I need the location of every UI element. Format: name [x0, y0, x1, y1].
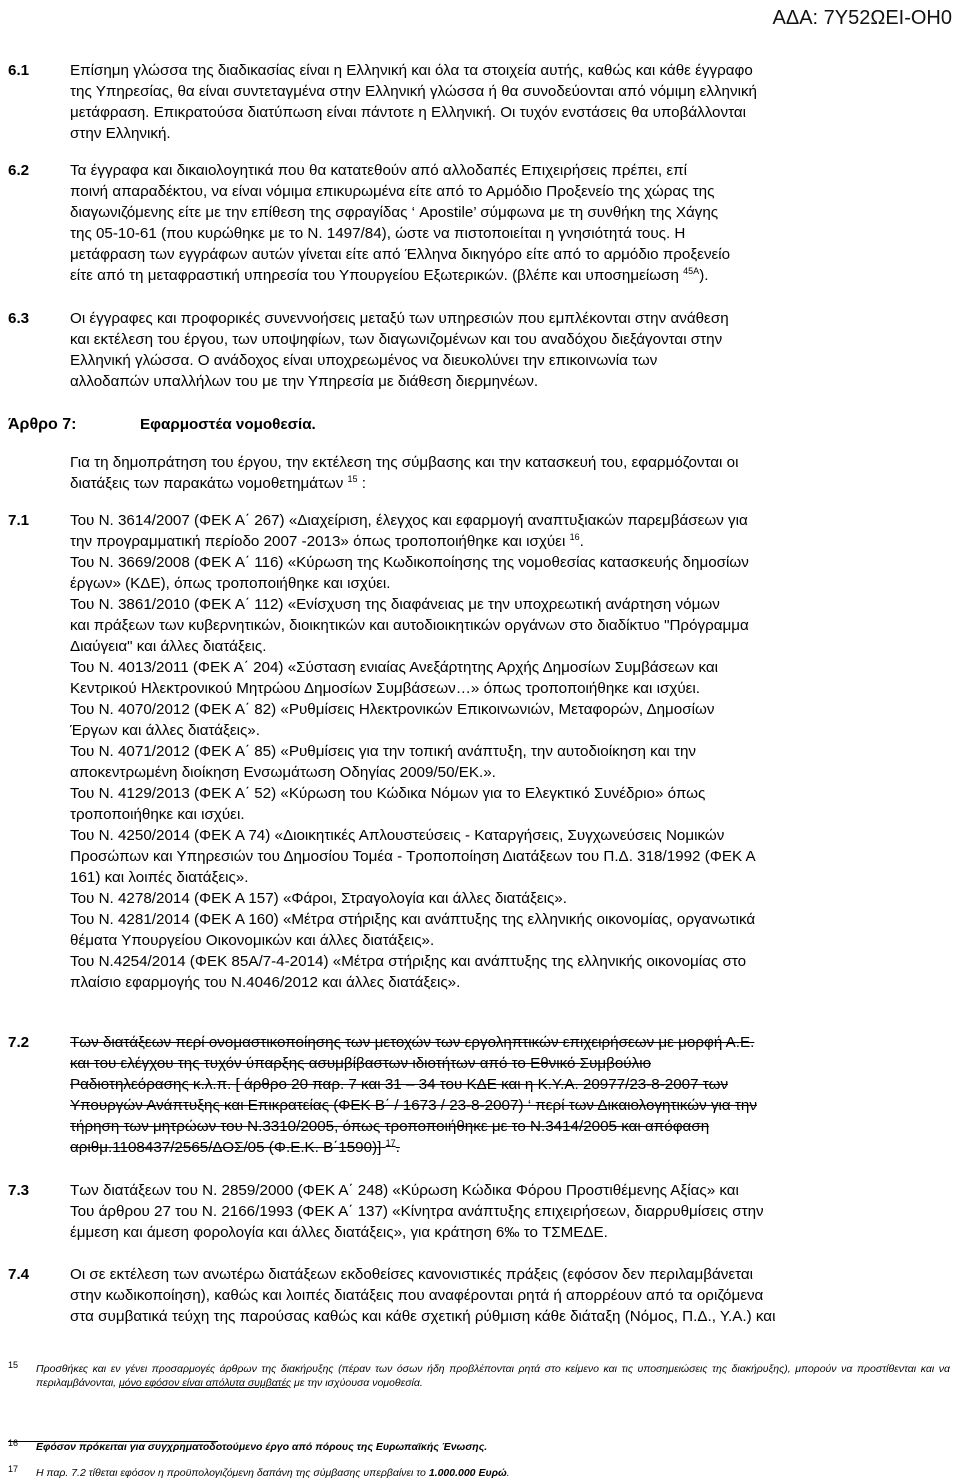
footnote-line-end: . — [506, 1467, 510, 1479]
line: Των διατάξεων περί ονομαστικοποίησης των μετοχών των εργοληπτικών επιχειρήσεων με μορφή Α.Ε. — [70, 1034, 755, 1051]
line: Του Ν. 4250/2014 (ΦΕΚ Α 74) «Διοικητικές Απλουστεύσεις - Καταργήσεις, Συγχωνεύσεις Νομικών — [70, 827, 725, 844]
line: Του Ν. 4281/2014 (ΦΕΚ Α 160) «Μέτρα στήριξης και ανάπτυξης της ελληνικής οικονομίας, οργανωτικά — [70, 911, 756, 928]
section-number-6-2: 6.2 — [8, 162, 30, 179]
line: Του Ν. 4013/2011 (ΦΕΚ Α΄ 204) «Σύσταση ενιαίας Ανεξάρτητης Αρχής Δημοσίων Συμβάσεων και — [70, 659, 719, 676]
section-number-6-3: 6.3 — [8, 310, 30, 327]
line-end: : — [357, 475, 366, 492]
footnote-line: Η παρ. 7.2 τίθεται εφόσον η προϋπολογιζόμενη δαπάνη της σύμβασης υπερβαίνει το — [36, 1467, 429, 1479]
line: Τα έγγραφα και δικαιολογητικά που θα κατατεθούν από αλλοδαπές Επιχειρήσεις πρέπει, επί — [70, 162, 687, 179]
paragraph-7-1 — [70, 510, 950, 993]
paragraph-7-3 — [70, 1180, 950, 1243]
line: Του Ν. 3861/2010 (ΦΕΚ Α΄ 112) «Ενίσχυση της διαφάνειας με την υποχρεωτική ανάρτηση νόμων — [70, 596, 720, 613]
footnote-text — [36, 1466, 950, 1480]
footnote-text — [36, 1362, 950, 1390]
line: Επίσημη γλώσσα της διαδικασίας είναι η Ελληνική και όλα τα στοιχεία αυτής, καθώς και κάθε έγγραφο — [70, 62, 753, 79]
section-number-7-2: 7.2 — [8, 1034, 30, 1051]
line — [70, 473, 950, 494]
line: στα συμβατικά τεύχη της παρούσας καθώς και κάθε σχετική ρύθμιση κάθε διάταξη (Νόμος, Π.Δ., Υ.Α.) και — [70, 1308, 776, 1325]
line: ποινή απαραδέκτου, να είναι νόμιμα επικυρωμένα είτε από το Αρμόδιο Προξενείο της χώρας της — [70, 183, 715, 200]
article-title: Εφαρμοστέα νομοθεσία. — [140, 416, 316, 433]
line: Υπουργών Ανάπτυξης και Επικρατείας (ΦΕΚ Β΄ / 1673 / 23-8-2007) ‘ περί των Δικαιολογητικών για την — [70, 1097, 757, 1114]
line: πλαίσιο εφαρμογής του Ν.4046/2012 και άλλες διατάξεις». — [70, 974, 461, 991]
line — [70, 531, 950, 552]
line-text: αριθμ.1108437/2565/ΔΟΣ/05 (Φ.Ε.Κ. Β΄1590)] — [70, 1139, 382, 1156]
line: Οι έγγραφες και προφορικές συνεννοήσεις μεταξύ των υπηρεσιών που εμπλέκονται στην ανάθεση — [70, 310, 729, 327]
line: 161) και λοιπές διατάξεις». — [70, 869, 249, 886]
line: και του ελέγχου της τυχόν ύπαρξης ασυμβίβαστων ιδιοτήτων από το Εθνικό Συμβούλιο — [70, 1055, 652, 1072]
line: Του Ν. 3669/2008 (ΦΕΚ Α΄ 116) «Κύρωση της Κωδικοποίησης της νομοθεσίας κατασκευής δημοσίων — [70, 554, 749, 571]
line: Ραδιοτηλεόρασης κ.λ.π. [ άρθρο 20 παρ. 7 και 31 – 34 του ΚΔΕ και η Κ.Υ.Α. 20977/23-8-2007 των — [70, 1076, 729, 1093]
section-number-7-3: 7.3 — [8, 1182, 30, 1199]
section-number-7-1: 7.1 — [8, 512, 30, 529]
line-end: ). — [699, 267, 709, 284]
footnote-ref: 15 — [347, 474, 358, 484]
line: Διαύγεια" και άλλες διατάξεις. — [70, 638, 267, 655]
line: Κεντρικού Ηλεκτρονικού Μητρώου Δημοσίων Συμβάσεων…» όπως τροποποιήθηκε και ισχύει. — [70, 680, 701, 697]
line-text: την προγραμματική περίοδο 2007 -2013» όπως τροποποιήθηκε και ισχύει — [70, 533, 566, 550]
line: τροποποιήθηκε και ισχύει. — [70, 806, 245, 823]
line: Του Ν. 3614/2007 (ΦΕΚ Α΄ 267) «Διαχείριση, έλεγχος και εφαρμογή αναπτυξιακών παρεμβάσεων για — [70, 512, 748, 529]
line: μετάφραση. Επικρατούσα διατύπωση είναι πάντοτε η Ελληνική. Οι τυχόν ενστάσεις θα υποβάλλονται — [70, 104, 747, 121]
line: έργων» (ΚΔΕ), όπως τροποποιήθηκε και ισχύει. — [70, 575, 391, 592]
line: μετάφραση των εγγράφων αυτών γίνεται είτε από Έλληνα δικηγόρο είτε από το αρμόδιο προξενείο — [70, 246, 731, 263]
article-intro — [70, 452, 950, 494]
line: Έργων και άλλες διατάξεις». — [70, 722, 260, 739]
line — [70, 1137, 950, 1158]
footnote-bold: 1.000.000 Ευρώ — [428, 1467, 507, 1479]
paragraph-6-2 — [70, 160, 950, 286]
footnote-line-end: με την ισχύουσα νομοθεσία. — [291, 1377, 423, 1389]
line-text: είτε από τη μεταφραστική υπηρεσία του Υπουργείου Εξωτερικών. (βλέπε και υποσημείωση — [70, 267, 679, 284]
footnote-line: διακήρυξης), μπορούν να προστίθενται και να περιλαμβάνονται, — [36, 1363, 951, 1389]
line: αλλοδαπών υπαλλήλων του με την Υπηρεσία με διάθεση διερμηνέων. — [70, 373, 539, 390]
line: Των διατάξεων του Ν. 2859/2000 (ΦΕΚ Α΄ 248) «Κύρωση Κώδικα Φόρου Προστιθέμενης Αξίας» και — [70, 1182, 739, 1199]
line: Οι σε εκτέλεση των ανωτέρω διατάξεων εκδοθείσες κανονιστικές πράξεις (εφόσον δεν περιλαμβάνεται — [70, 1266, 754, 1283]
line: Του άρθρου 27 του Ν. 2166/1993 (ΦΕΚ Α΄ 137) «Κίνητρα ανάπτυξης επιχειρήσεων, διαρρυθμίσεις στην — [70, 1203, 764, 1220]
footnote-number: 15 — [8, 1360, 19, 1370]
line: της 05-10-61 (που κυρώθηκε με το Ν. 1497/84), ώστε να πιστοποιείται η γνησιότητά τους. Η — [70, 225, 686, 242]
line: Του Ν. 4071/2012 (ΦΕΚ Α΄ 85) «Ρυθμίσεις για την τοπική ανάπτυξη, την αυτοδιοίκηση και την — [70, 743, 697, 760]
line-end: . — [395, 1139, 400, 1156]
paragraph-7-2 — [70, 1032, 950, 1158]
line: στην κωδικοποίηση), καθώς και λοιπές διατάξεις που αναφέρονται ρητά ή απορρέουν από τα οριζόμενα — [70, 1287, 764, 1304]
line: Προσώπων και Υπηρεσιών του Δημοσίου Τομέα - Τροποποίηση Διατάξεων του Π.Δ. 318/1992 (ΦΕΚ Α — [70, 848, 756, 865]
footnote-text: Εφόσον πρόκειται για συγχρηματοδοτούμενο έργο από πόρους της Ευρωπαϊκής Ένωσης. — [36, 1441, 488, 1453]
footnote-ref: 45Α — [683, 266, 700, 276]
line: έμμεση και άμεση φορολογία και άλλες διατάξεις», για κράτηση 6‰ το ΤΣΜΕΔΕ. — [70, 1224, 608, 1241]
line: Του Ν.4254/2014 (ΦΕΚ 85Α/7-4-2014) «Μέτρα στήριξης και ανάπτυξης της ελληνικής οικονομίας στο — [70, 953, 747, 970]
line: και εκτέλεση του έργου, των υποψηφίων, των διαγωνιζομένων και του αναδόχου διεξάγονται στην — [70, 331, 723, 348]
line: Ελληνική γλώσσα. Ο ανάδοχος είναι υποχρεωμένος να διευκολύνει την επικοινωνία των — [70, 352, 658, 369]
footnote-number: 16 — [8, 1438, 19, 1448]
line: τήρηση των μητρώων του Ν.3310/2005, όπως τροποποιήθηκε με το Ν.3414/2005 και απόφαση — [70, 1118, 710, 1135]
line: θέματα Υπουργείου Οικονομικών και άλλες διατάξεις». — [70, 932, 435, 949]
line: Για τη δημοπράτηση του έργου, την εκτέλεση της σύμβασης και την κατασκευή του, εφαρμόζονται οι — [70, 454, 739, 471]
line: στην Ελληνική. — [70, 125, 171, 142]
line: διαγωνιζόμενης είτε με την επίθεση της σφραγίδας ‘ Apostile’ σύμφωνα με τη συνθήκη της Χάγης — [70, 204, 719, 221]
line-end: . — [579, 533, 584, 550]
line: της Υπηρεσίας, θα είναι συντεταγμένα στην Ελληνική γλώσσα ή θα συνοδεύονται από νόμιμη ελληνική — [70, 83, 758, 100]
line: Του Ν. 4129/2013 (ΦΕΚ Α΄ 52) «Κύρωση του Κώδικα Νόμων για το Ελεγκτικό Συνέδριο» όπως — [70, 785, 706, 802]
line: Του Ν. 4070/2012 (ΦΕΚ Α΄ 82) «Ρυθμίσεις Ηλεκτρονικών Επικοινωνιών, Μεταφορών, Δημοσίων — [70, 701, 715, 718]
footnote-underlined: μόνο εφόσον είναι απόλυτα συμβατές — [119, 1377, 292, 1389]
line-text: διατάξεις των παρακάτω νομοθετημάτων — [70, 475, 344, 492]
paragraph-7-4 — [70, 1264, 950, 1327]
line: αποκεντρωμένη διοίκηση Ενσωμάτωση Οδηγίας 2009/50/ΕΚ.». — [70, 764, 496, 781]
line: Του Ν. 4278/2014 (ΦΕΚ Α 157) «Φάροι, Στραγολογία και άλλες διατάξεις». — [70, 890, 567, 907]
footnote-ref: 17 — [385, 1138, 396, 1148]
ada-identifier: ΑΔΑ: 7Υ52ΩΕΙ-ΟΗ0 — [772, 7, 952, 29]
paragraph-6-3 — [70, 308, 950, 392]
footnote-number: 17 — [8, 1464, 19, 1474]
section-number-7-4: 7.4 — [8, 1266, 30, 1283]
line — [70, 265, 950, 286]
section-number-6-1: 6.1 — [8, 62, 30, 79]
footnote-line: Προσθήκες και εν γένει προσαρμογές άρθρων της διακήρυξης (πέραν των όσων ήδη προβλέπονται ρητά στο κείμενο και τις υποσημειώσεις της — [36, 1363, 727, 1375]
footnote-ref: 16 — [569, 532, 580, 542]
line: και πράξεων των κυβερνητικών, διοικητικών και αυτοδιοικητικών οργάνων στο διαδίκτυο "Πρόγραμμα — [70, 617, 749, 634]
article-label: Άρθρο 7: — [8, 416, 77, 433]
footnote-15 — [8, 1362, 950, 1394]
paragraph-6-1 — [70, 60, 950, 144]
